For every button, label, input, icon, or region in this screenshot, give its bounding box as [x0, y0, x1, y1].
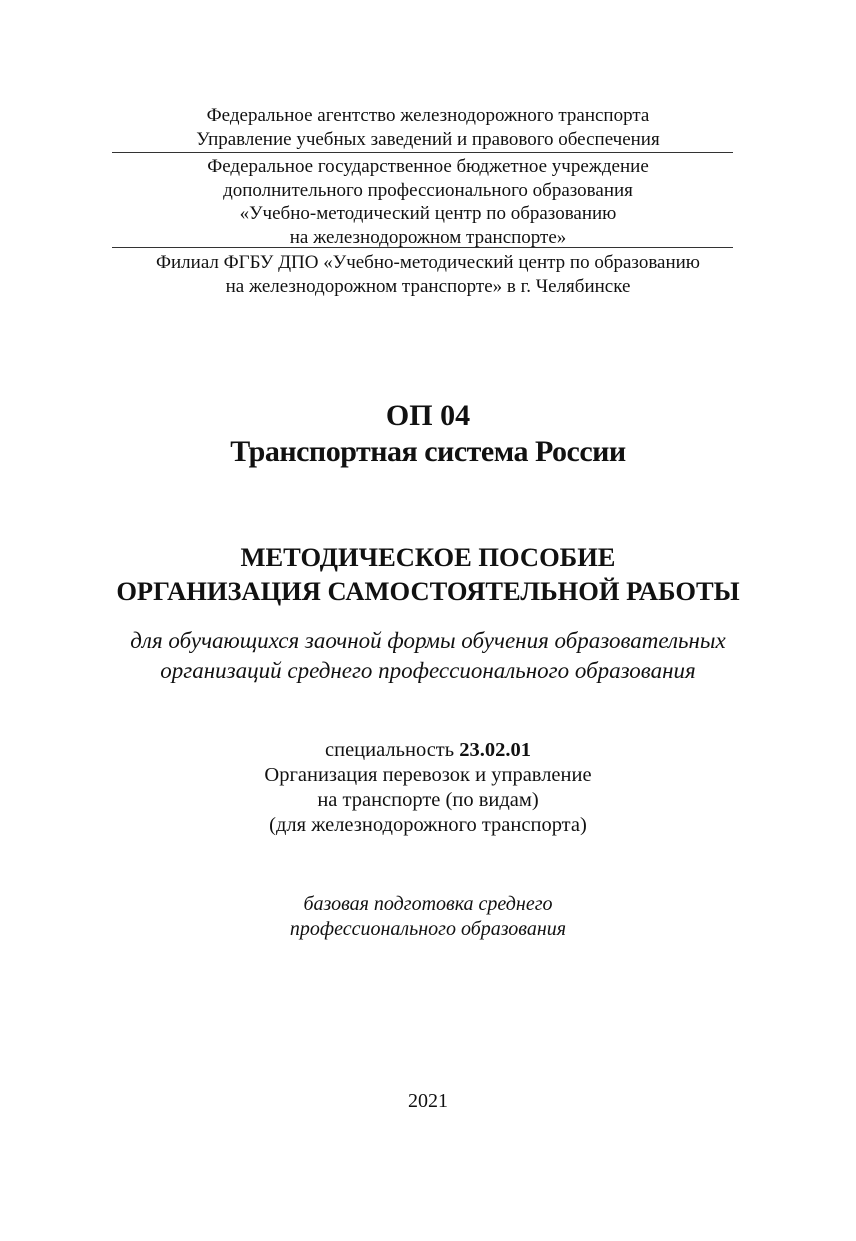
agency-department-line: Управление учебных заведений и правового обеспечения: [196, 128, 660, 150]
publication-year: 2021: [408, 1090, 448, 1112]
header-divider: [112, 152, 733, 153]
audience-line: организаций среднего профессионального образования: [160, 658, 696, 683]
branch-block: [0, 251, 856, 298]
discipline-code: ОП 04: [385, 399, 471, 432]
document-type-line: ОРГАНИЗАЦИЯ САМОСТОЯТЕЛЬНОЙ РАБОТЫ: [116, 576, 740, 606]
header-divider: [112, 247, 733, 248]
specialty-label: специальность: [325, 739, 460, 761]
discipline-title: Транспортная система России: [230, 435, 626, 468]
institution-line: дополнительного профессионального образования: [223, 179, 633, 201]
agency-line: Федеральное агентство железнодорожного транспорта: [206, 105, 650, 126]
branch-line: Филиал ФГБУ ДПО «Учебно-методический центр по образованию: [155, 252, 700, 273]
document-type-line: МЕТОДИЧЕСКОЕ ПОСОБИЕ: [240, 542, 616, 572]
training-level-line: базовая подготовка среднего: [303, 893, 553, 915]
institution-line: на железнодорожном транспорте»: [289, 226, 567, 248]
audience-line: для обучающихся заочной формы обучения образовательных: [130, 628, 726, 653]
document-type-block: [0, 540, 856, 608]
specialty-name-line: Организация перевозок и управление: [264, 764, 592, 786]
audience-block: [0, 626, 856, 686]
institution-line: «Учебно-методический центр по образованию: [239, 203, 617, 224]
title-block: [0, 398, 856, 470]
agency-block: [0, 104, 856, 151]
year-block: [0, 1089, 856, 1113]
specialty-code-line: [0, 738, 856, 763]
branch-line: на железнодорожном транспорте» в г. Челябинске: [225, 275, 631, 297]
specialty-name-line: на транспорте (по видам): [317, 789, 539, 811]
specialty-block: [0, 738, 856, 838]
training-level-line: профессионального образования: [289, 918, 567, 940]
institution-block: [0, 155, 856, 249]
training-level-block: [0, 892, 856, 942]
institution-line: Федеральное государственное бюджетное учреждение: [207, 156, 649, 177]
specialty-name-line: (для железнодорожного транспорта): [269, 814, 587, 836]
specialty-code: 23.02.01: [459, 739, 531, 761]
